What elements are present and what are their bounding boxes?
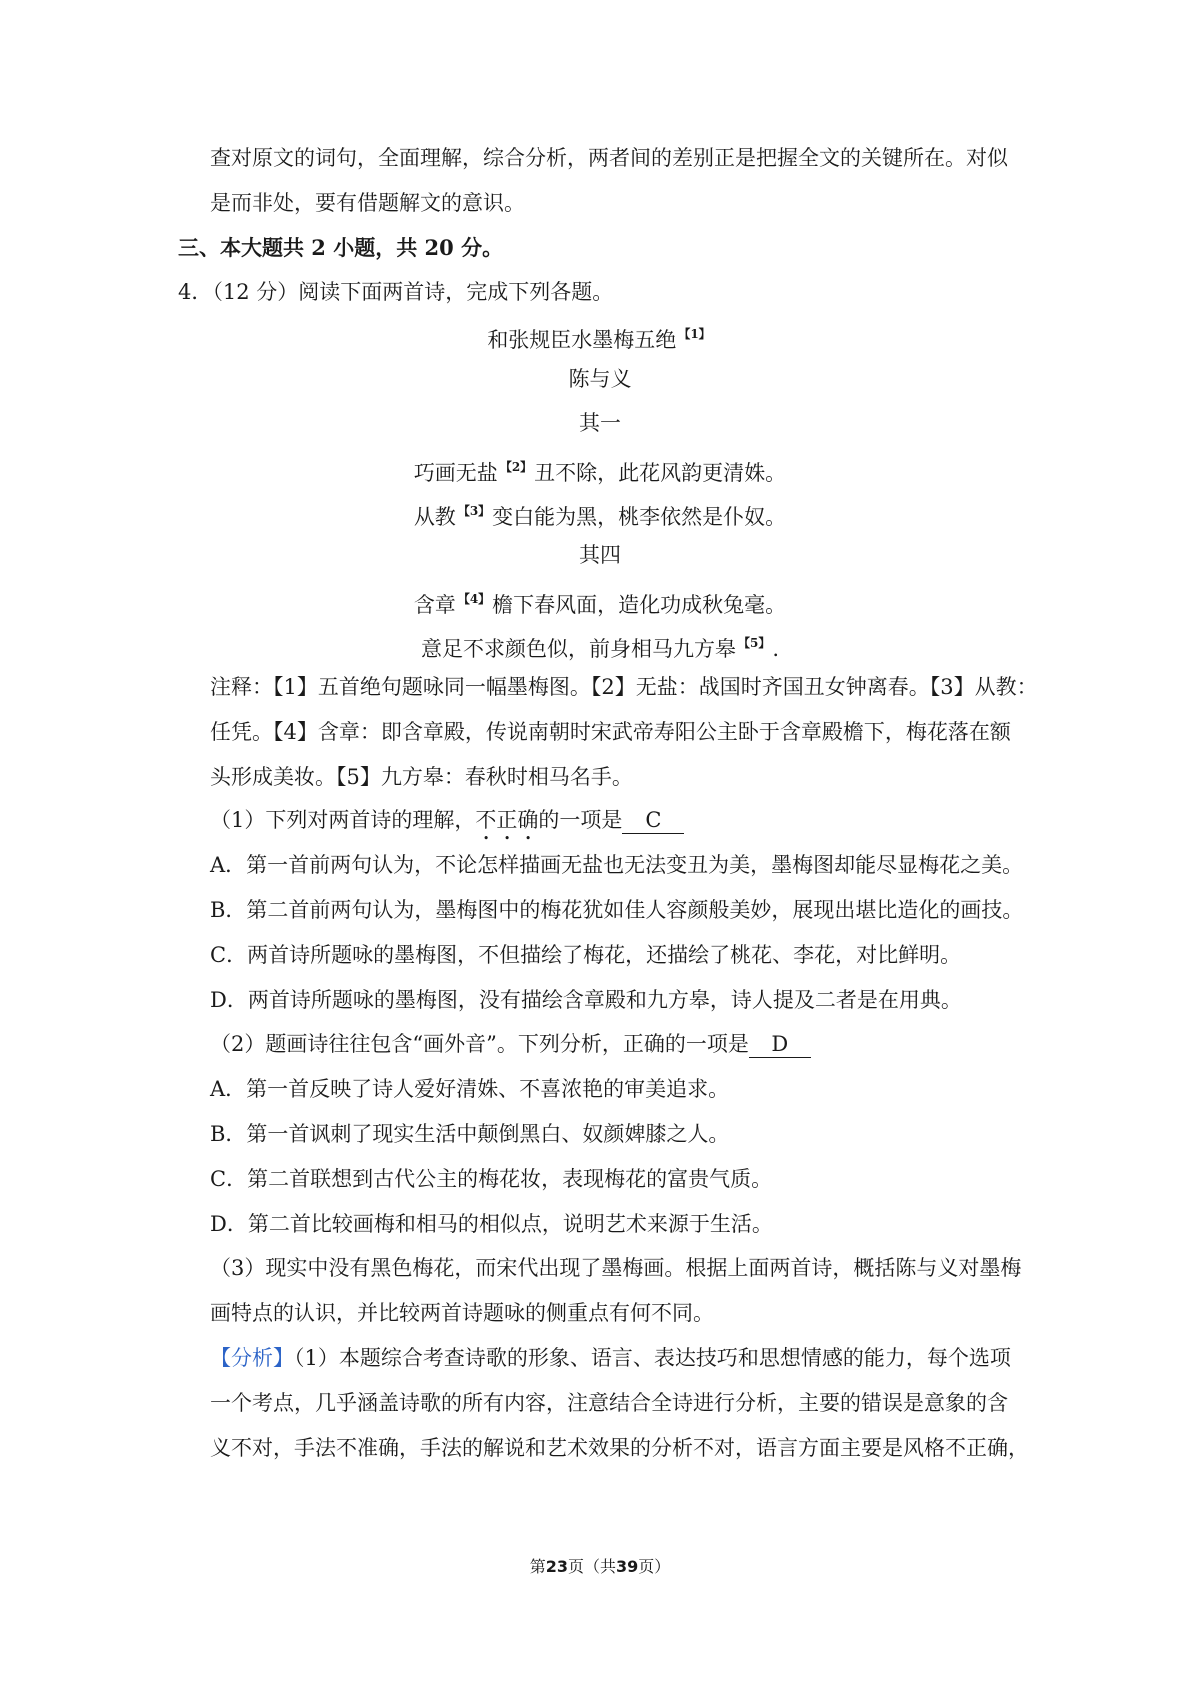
poem-title: 和张规臣水墨梅五绝 $^{【1】}$ bbox=[487, 327, 711, 352]
option-item: D．两首诗所题咏的墨梅图，没有描绘含章殿和九方皋，诗人提及二者是在用典。 bbox=[210, 988, 962, 1012]
poem-line: 从教 $^{【3】}$变白能为黑，桃李依然是仆奴。 bbox=[413, 504, 787, 529]
page-number: 23 bbox=[545, 1557, 568, 1576]
notes-line: 注释：【1】五首绝句题咏同一幅墨梅图。【2】无盐：战国时齐国丑女钟离春。【3】从教： bbox=[210, 675, 1038, 699]
analysis-label: 【分析】 bbox=[210, 1346, 294, 1370]
notes-line: 头形成美妆。【5】九方皋：春秋时相马名手。 bbox=[210, 765, 633, 789]
footnote-marker: 【2】 bbox=[499, 460, 533, 474]
option-item: D．第二首比较画梅和相马的相似点，说明艺术来源于生活。 bbox=[210, 1212, 773, 1236]
poem-author: 陈与义 bbox=[568, 367, 632, 391]
option-item: C．两首诗所题咏的墨梅图，不但描绘了梅花，还描绘了桃花、李花，对比鲜明。 bbox=[210, 943, 962, 967]
intro-line: 是而非处，要有借题解文的意识。 bbox=[210, 191, 525, 215]
answer-blank: C bbox=[622, 807, 684, 834]
subquestion-2: （2）题画诗往往包含“画外音”。下列分析，正确的一项是 D bbox=[210, 1029, 811, 1059]
subquestion-1: （1）下列对两首诗的理解，不正确的一项是 C bbox=[210, 805, 684, 845]
subquestion-3: （3）现实中没有黑色梅花，而宋代出现了墨梅画。根据上面两首诗，概括陈与义对墨梅 bbox=[210, 1256, 1022, 1280]
option-item: B．第一首讽刺了现实生活中颠倒黑白、奴颜婢膝之人。 bbox=[210, 1122, 730, 1146]
footnote-marker: 【1】 bbox=[678, 327, 711, 341]
poem-line: 意足不求颜色似，前身相马九方皋 $^{【5】}$. bbox=[420, 636, 780, 661]
analysis-line: 【分析】（1）本题综合考查诗歌的形象、语言、表达技巧和思想情感的能力，每个选项 bbox=[210, 1346, 1011, 1370]
intro-line: 查对原文的词句，全面理解，综合分析，两者间的差别正是把握全文的关键所在。对似 bbox=[210, 146, 1008, 170]
section-heading: 三、本大题共 2 小题，共 20 分。 bbox=[178, 235, 504, 260]
poem-line: 巧画无盐 $^{【2】}$丑不除，此花风韵更清姝。 bbox=[413, 460, 787, 485]
notes-line: 任凭。【4】含章：即含章殿，传说南朝时宋武帝寿阳公主卧于含章殿檐下，梅花落在额 bbox=[210, 720, 1011, 744]
option-item: A．第一首前两句认为，不论怎样描画无盐也无法变丑为美，墨梅图却能尽显梅花之美。 bbox=[210, 853, 1024, 877]
footnote-marker: 【4】 bbox=[457, 592, 491, 606]
option-item: A．第一首反映了诗人爱好清姝、不喜浓艳的审美追求。 bbox=[210, 1077, 730, 1101]
page-total: 39 bbox=[616, 1557, 639, 1576]
emphasis-text: 不正确 bbox=[475, 808, 539, 832]
poem-part-title: 其四 bbox=[579, 543, 621, 567]
analysis-line: 一个考点，几乎涵盖诗歌的所有内容，注意结合全诗进行分析，主要的错误是意象的含 bbox=[210, 1391, 1008, 1415]
poem-part-title: 其一 bbox=[579, 411, 621, 435]
analysis-line: 义不对，手法不准确，手法的解说和艺术效果的分析不对，语言方面主要是风格不正确， bbox=[210, 1436, 1029, 1460]
footnote-marker: 【3】 bbox=[457, 504, 491, 518]
option-item: C．第二首联想到古代公主的梅花妆，表现梅花的富贵气质。 bbox=[210, 1167, 773, 1191]
answer-blank: D bbox=[749, 1031, 811, 1058]
poem-line: 含章 $^{【4】}$檐下春风面，造化功成秋兔毫。 bbox=[413, 592, 787, 617]
question-header: 4．（12 分）阅读下面两首诗，完成下列各题。 bbox=[178, 280, 614, 304]
option-item: B．第二首前两句认为，墨梅图中的梅花犹如佳人容颜般美妙，展现出堪比造化的画技。 bbox=[210, 898, 1024, 922]
subquestion-3: 画特点的认识，并比较两首诗题咏的侧重点有何不同。 bbox=[210, 1301, 714, 1325]
page-footer: 第23页（共39页） bbox=[529, 1557, 671, 1576]
footnote-marker: 【5】 bbox=[737, 636, 771, 650]
